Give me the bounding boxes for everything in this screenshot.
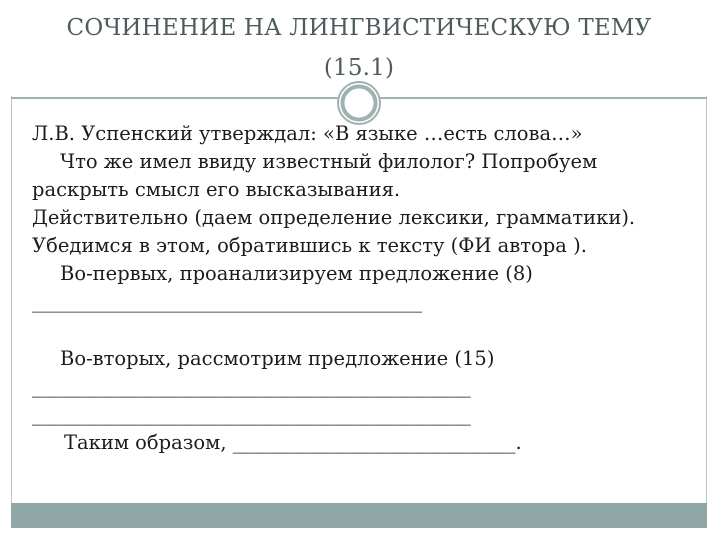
slide-title-line-1: СОЧИНЕНИЕ НА ЛИНГВИСТИЧЕСКУЮ ТЕМУ [66, 15, 652, 41]
essay-template-text [32, 120, 696, 457]
text-line-3: раскрыть смысл его высказывания. [32, 178, 401, 201]
slide-title-line-2: (15.1) [323, 55, 395, 81]
blank-line-3: _____________________________________________ [32, 403, 471, 426]
blank-line-2: _____________________________________________ [32, 375, 471, 398]
text-line-5: Убедимся в этом, обратившись к тексту (ФИ автора ). [32, 234, 587, 257]
blank-line-1: ________________________________________ [32, 290, 422, 313]
text-line-2: Что же имел ввиду известный филолог? Попробуем [60, 150, 598, 173]
text-line-8: Таким образом, _____________________________. [64, 431, 522, 454]
text-line-6: Во-первых, проанализируем предложение (8) [60, 262, 533, 285]
text-line-1: Л.В. Успенский утверждал: «В языке …есть слова…» [32, 122, 583, 145]
paragraph-spacer [32, 316, 696, 345]
slide-title [31, 8, 687, 88]
text-line-7: Во-вторых, рассмотрим предложение (15) [60, 347, 495, 370]
text-line-4: Действительно (даем определение лексики, грамматики). [32, 206, 636, 229]
footer-bar [11, 503, 707, 528]
